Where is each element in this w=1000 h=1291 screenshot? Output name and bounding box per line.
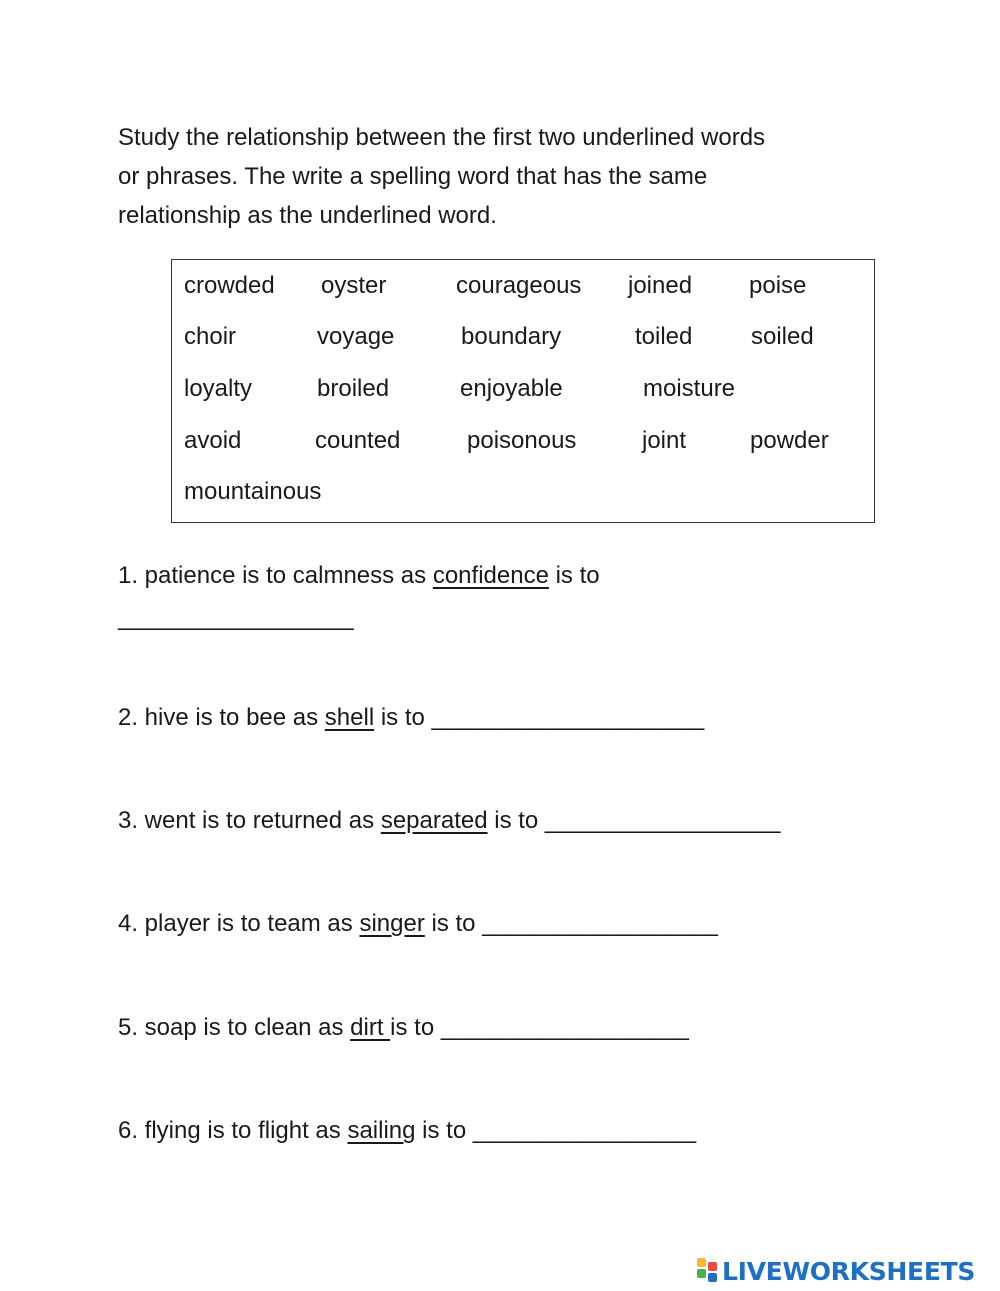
word-bank-word: joined <box>628 272 693 299</box>
word-bank-word: poisonous <box>467 427 577 454</box>
instructions-line: or phrases. The write a spelling word that has the same <box>118 163 708 190</box>
question-6-answer-blank[interactable]: __________________ <box>472 1117 696 1144</box>
liveworksheets-logo-text: LIVEWORKSHEETS <box>722 1256 976 1286</box>
word-bank-word: avoid <box>184 427 242 454</box>
word-bank-word: oyster <box>321 272 387 299</box>
word-bank-word: courageous <box>456 272 582 299</box>
question-5-prefix: 5. soap is to clean as <box>118 1014 351 1041</box>
question-5-underlined-word: dirt <box>350 1014 391 1041</box>
question-4-suffix: is to <box>424 910 483 937</box>
question-3-prefix: 3. went is to returned as <box>118 807 381 834</box>
word-bank-word: joint <box>642 427 687 454</box>
question-2-underlined-word: shell <box>324 704 375 731</box>
question-4-answer-blank[interactable]: ___________________ <box>482 910 717 937</box>
question-5 <box>118 1013 688 1043</box>
word-bank-word: voyage <box>317 323 395 350</box>
instructions <box>118 118 888 235</box>
word-bank-word: choir <box>184 323 237 350</box>
question-3 <box>118 806 780 836</box>
question-6 <box>118 1116 695 1146</box>
question-6-prefix: 6. flying is to flight as <box>118 1117 348 1144</box>
word-bank-word: powder <box>750 427 829 454</box>
question-2-suffix: is to <box>374 704 432 731</box>
question-5-answer-blank[interactable]: ____________________ <box>440 1014 688 1041</box>
question-6-suffix: is to <box>415 1117 473 1144</box>
question-4-underlined-word: singer <box>359 910 425 937</box>
question-3-answer-blank[interactable]: ___________________ <box>544 807 780 834</box>
question-6-underlined-word: sailing <box>347 1117 416 1144</box>
question-1-suffix: is to <box>548 562 600 589</box>
word-bank-word: enjoyable <box>460 375 563 402</box>
word-bank-word: crowded <box>184 272 275 299</box>
word-bank-word: soiled <box>751 323 814 350</box>
question-4 <box>118 909 717 939</box>
question-5-suffix: is to <box>390 1014 441 1041</box>
word-bank-word: mountainous <box>184 478 322 505</box>
instructions-line: Study the relationship between the first two underlined words <box>118 124 766 151</box>
word-bank-word: toiled <box>635 323 693 350</box>
word-bank-word: broiled <box>317 375 390 402</box>
question-4-prefix: 4. player is to team as <box>118 910 360 937</box>
question-1-underlined-word: confidence <box>432 562 549 589</box>
question-1-answer-blank[interactable]: ___________________ <box>118 604 353 631</box>
question-3-underlined-word: separated <box>380 807 488 834</box>
word-bank <box>171 259 875 523</box>
question-2 <box>118 703 703 733</box>
liveworksheets-logo-icon <box>697 1258 719 1284</box>
question-2-answer-blank[interactable]: ______________________ <box>431 704 704 731</box>
word-bank-word: loyalty <box>184 375 253 402</box>
word-bank-word: poise <box>749 272 807 299</box>
question-1 <box>118 561 600 591</box>
instructions-line: relationship as the underlined word. <box>118 202 497 229</box>
question-1-prefix: 1. patience is to calmness as <box>118 562 433 589</box>
liveworksheets-logo <box>697 1255 975 1287</box>
word-bank-word: counted <box>315 427 401 454</box>
word-bank-word: moisture <box>643 375 736 402</box>
question-3-suffix: is to <box>487 807 545 834</box>
question-2-prefix: 2. hive is to bee as <box>118 704 325 731</box>
word-bank-word: boundary <box>461 323 562 350</box>
